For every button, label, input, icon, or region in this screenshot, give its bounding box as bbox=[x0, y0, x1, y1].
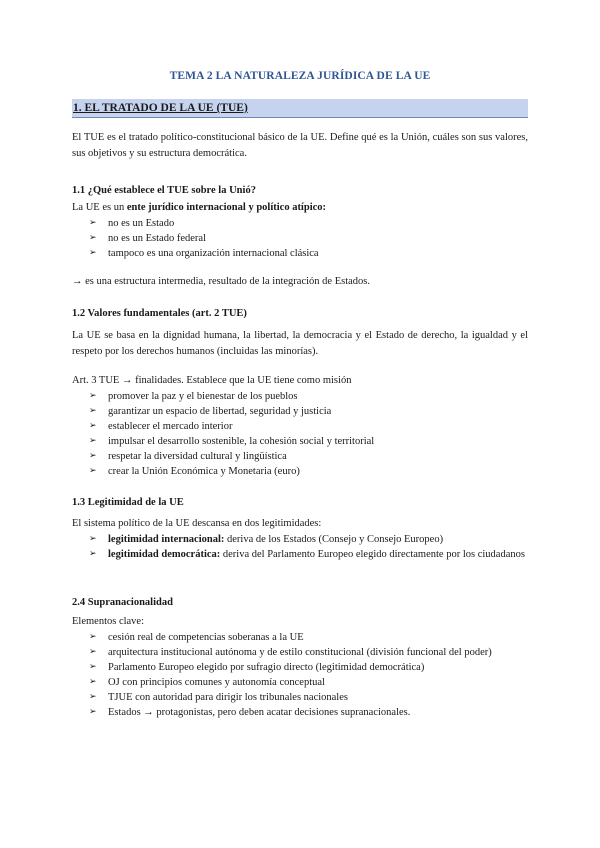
section-1-2-body bbox=[72, 328, 528, 359]
arrowhead-bullet-icon: ➢ bbox=[89, 465, 97, 476]
section-2-4-body bbox=[72, 614, 528, 720]
lead-bold: ente jurídico internacional y político atípico: bbox=[126, 202, 327, 213]
list-item: ➢ no es un Estado bbox=[89, 217, 175, 229]
list-item: ➢ cesión real de competencias soberanas a la UE bbox=[89, 631, 304, 643]
list-item: ➢ garantizar un espacio de libertad, seguridad y justicia bbox=[89, 405, 332, 417]
arrowhead-bullet-icon: ➢ bbox=[89, 661, 97, 672]
section-1-1-heading: 1.1 ¿Qué establece el TUE sobre la Unió? bbox=[72, 185, 256, 196]
list-item: ➢ legitimidad internacional: deriva de los Estados (Consejo y Consejo Europeo) bbox=[89, 533, 444, 545]
list-item: ➢ Parlamento Europeo elegido por sufragio directo (legitimidad democrática) bbox=[89, 661, 425, 673]
key-elements-text: Elementos clave: bbox=[72, 616, 145, 627]
lead-prefix: La UE es un bbox=[72, 202, 127, 213]
list-item: ➢ legitimidad democrática: deriva del Parlamento Europeo elegido directamente por los ciudadanos bbox=[89, 548, 525, 560]
section-1-heading: 1. EL TRATADO DE LA UE (TUE) bbox=[73, 102, 248, 114]
list-item: ➢ OJ con principios comunes y autonomía conceptual bbox=[89, 676, 325, 688]
arrowhead-bullet-icon: ➢ bbox=[89, 691, 97, 702]
legitimacy-list bbox=[72, 532, 528, 562]
list-item: ➢ arquitectura institucional autónoma y de estilo constitucional (división funcional del poder) bbox=[89, 646, 492, 658]
section-1-3-heading: 1.3 Legitimidad de la UE bbox=[72, 497, 184, 508]
list-item: ➢ establecer el mercado interior bbox=[89, 420, 233, 432]
section-1-1-body bbox=[72, 200, 528, 261]
list-item: ➢ promover la paz y el bienestar de los pueblos bbox=[89, 390, 298, 402]
arrowhead-bullet-icon: ➢ bbox=[89, 390, 97, 401]
arrowhead-bullet-icon: ➢ bbox=[89, 232, 97, 243]
section-1-1-list bbox=[72, 216, 528, 261]
arrowhead-bullet-icon: ➢ bbox=[89, 450, 97, 461]
arrowhead-bullet-icon: ➢ bbox=[89, 706, 97, 717]
arrowhead-bullet-icon: ➢ bbox=[89, 676, 97, 687]
arrowhead-bullet-icon: ➢ bbox=[89, 533, 97, 544]
list-item: ➢ crear la Unión Económica y Monetaria (euro) bbox=[89, 465, 300, 477]
section-2-4-heading: 2.4 Supranacionalidad bbox=[72, 597, 173, 608]
arrowhead-bullet-icon: ➢ bbox=[89, 405, 97, 416]
art3-list bbox=[72, 389, 528, 479]
list-item: ➢ respetar la diversidad cultural y lingüística bbox=[89, 450, 287, 462]
arrowhead-bullet-icon: ➢ bbox=[89, 217, 97, 228]
section-1-3-body bbox=[72, 516, 528, 562]
section-1-1-lead bbox=[72, 200, 528, 216]
legitimacy-text: El sistema político de la UE descansa en dos legitimidades: bbox=[72, 518, 322, 529]
section-1-1-conclusion bbox=[72, 274, 528, 290]
section-1-2-art3 bbox=[72, 373, 528, 479]
arrowhead-bullet-icon: ➢ bbox=[89, 247, 97, 258]
arrowhead-bullet-icon: ➢ bbox=[89, 420, 97, 431]
arrowhead-bullet-icon: ➢ bbox=[89, 646, 97, 657]
values-paragraph: La UE se basa en la dignidad humana, la libertad, la democracia y el Estado de derecho, la igualdad y el respeto por los derechos humanos (incluidas las minorías). bbox=[72, 330, 528, 357]
list-item: ➢ TJUE con autoridad para dirigir los tribunales nacionales bbox=[89, 691, 348, 703]
section-1-1 bbox=[72, 183, 528, 199]
list-item: ➢ no es un Estado federal bbox=[89, 232, 206, 244]
arrowhead-bullet-icon: ➢ bbox=[89, 435, 97, 446]
section-1-heading-band bbox=[72, 99, 528, 118]
arrowhead-bullet-icon: ➢ bbox=[89, 548, 97, 559]
document-title: TEMA 2 LA NATURALEZA JURÍDICA DE LA UE bbox=[169, 70, 431, 82]
arrowhead-bullet-icon: ➢ bbox=[89, 631, 97, 642]
section-2-4 bbox=[72, 595, 528, 611]
section-1-intro bbox=[72, 130, 528, 161]
art3-text: Art. 3 TUE → finalidades. Establece que la UE tiene como misión bbox=[72, 375, 352, 386]
intro-paragraph: El TUE es el tratado político-constitucional básico de la UE. Define qué es la Unión, cuáles son sus valores, sus objetivos y su estructura democrática. bbox=[72, 132, 528, 159]
section-1-3 bbox=[72, 495, 528, 511]
section-1-2 bbox=[72, 306, 528, 322]
list-item: ➢ tampoco es una organización internacional clásica bbox=[89, 247, 319, 259]
section-1-2-heading: 1.2 Valores fundamentales (art. 2 TUE) bbox=[72, 308, 247, 319]
list-item: ➢ impulsar el desarrollo sostenible, la cohesión social y territorial bbox=[89, 435, 375, 447]
key-elements-list bbox=[72, 630, 528, 720]
list-item: ➢ Estados → protagonistas, pero deben acatar decisiones supranacionales. bbox=[89, 706, 411, 718]
conclusion-text: → es una estructura intermedia, resultado de la integración de Estados. bbox=[72, 276, 370, 287]
